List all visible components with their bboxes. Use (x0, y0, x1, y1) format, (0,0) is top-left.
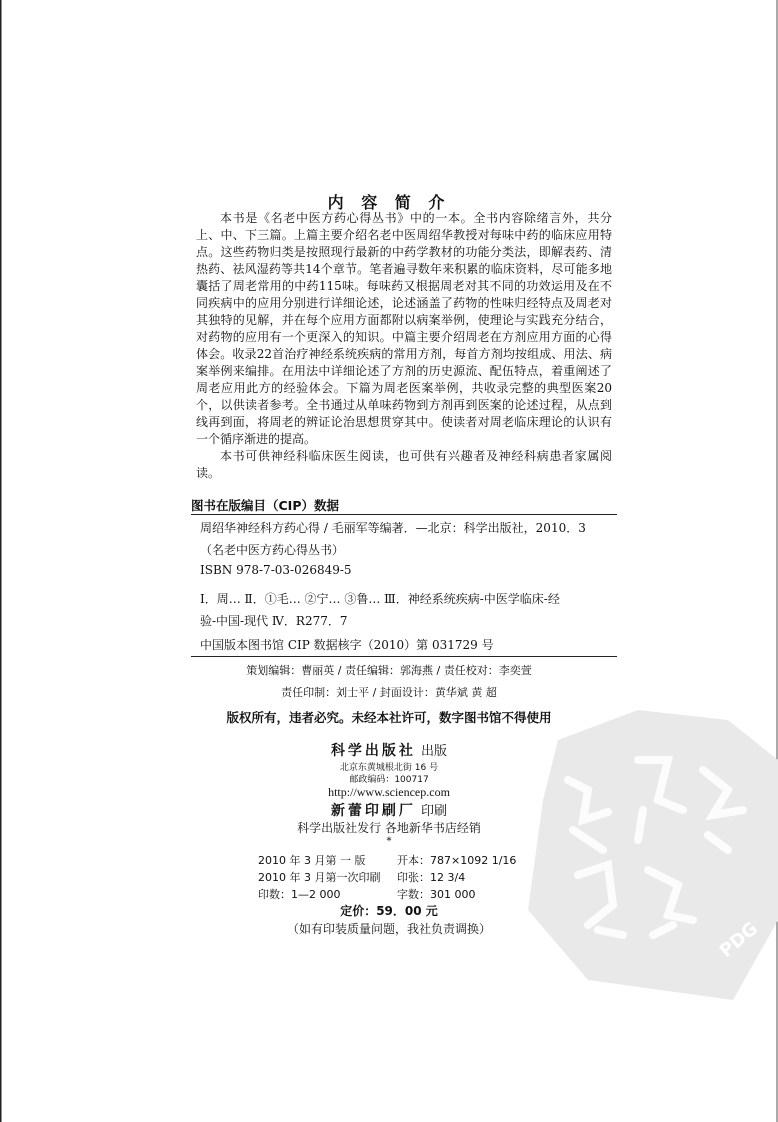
cip-bottom-rule (191, 656, 617, 657)
summary-paragraph-1: 本书是《名老中医方药心得丛书》中的一本。全书内容除绪言外，共分上、中、下三篇。上篇主要介绍名老中医周绍华教授对每味中药的临床应用特点。这些药物归类是按照现行最新的中药学教材的功能分类法，即解表药、清热药、祛风湿药等共14个章节。笔者遍寻数年来积累的临床资料，尽可能多地囊括了周老常用的中药115味。每味药又根据周老对其不同的功效运用及在不同疾病中的应用分别进行详细论述，论述涵盖了药物的性味归经特点及周老对其独特的见解，并在每个应用方面都附以病案举例，使理论与实践充分结合，对药物的应用有一个更深入的知识。中篇主要介绍周老在方剂应用方面的心得体会。收录22首治疗神经系统疾病的常用方剂，每首方剂均按组成、用法、病案举例来编排。在用法中详细论述了方剂的历史源流、配伍特点，着重阐述了周老应用此方的经验体会。下篇为周老医案举例，共收录完整的典型医案20个，以供读者参考。全书通过从单味药物到方剂再到医案的论述过程，从点到线再到面，将周老的辨证论治思想贯穿其中。使读者对周老临床理论的认识有一个循序渐进的提高。 (196, 211, 612, 446)
publisher-suffix: 出版 (421, 744, 448, 759)
copies-info: 印数：1—2 000 (258, 888, 341, 901)
separator-star: * (386, 836, 392, 847)
printing-info: 2010 年 3 月第一次印刷 (258, 871, 381, 884)
publisher-name: 科学出版社 (330, 743, 416, 759)
library-watermark-stamp (528, 700, 778, 1000)
cip-record-line: 周绍华神经科方药心得 / 毛丽军等编著．—北京：科学出版社，2010．3 (200, 521, 586, 535)
summary-paragraph-2: 本书可供神经科临床医生阅读，也可供有兴趣者及神经科病患者家属阅读。 (196, 449, 612, 480)
printing-credit: 责任印制：刘士平 / 封面设计：黄华斌 黄 超 (281, 686, 497, 699)
sheets-info: 印张：12 3/4 (397, 871, 466, 884)
publisher-url: http://www.sciencep.com (328, 785, 450, 799)
cip-isbn-line: ISBN 978-7-03-026849-5 (200, 563, 352, 577)
cip-series-line: （名老中医方药心得丛书） (200, 543, 345, 557)
price: 定价：59．00 元 (340, 904, 438, 918)
copyright-notice: 版权所有，违者必究。未经本社许可，数字图书馆不得使用 (226, 710, 552, 725)
summary-title: 内 容 简 介 (327, 193, 451, 212)
cip-title: 图书在版编目（CIP）数据 (191, 498, 339, 513)
editors-credit: 策划编辑：曹丽英 / 责任编辑：郭海燕 / 责任校对：李奕萱 (246, 664, 532, 677)
summary-body (196, 210, 612, 482)
edition-info: 2010 年 3 月第 一 版 (258, 854, 366, 867)
distribution-line: 科学出版社发行 各地新华书店经销 (297, 821, 481, 835)
cip-subject-line: Ⅰ．周… Ⅱ．①毛… ②宁… ③鲁… Ⅲ．神经系统疾病-中医学临床-经 (200, 592, 560, 606)
printer-suffix: 印刷 (421, 804, 448, 819)
word-count-info: 字数：301 000 (397, 888, 476, 901)
publisher-postcode: 邮政编码：100717 (349, 775, 429, 785)
cip-subject-line-cont: 验-中国-现代 Ⅳ．R277．7 (200, 614, 348, 628)
cip-number-line: 中国版本图书馆 CIP 数据核字（2010）第 031729 号 (200, 638, 494, 652)
publisher-address: 北京东黄城根北街 16 号 (339, 763, 439, 773)
printer-name: 新蕾印刷厂 (330, 803, 416, 819)
watermark-label: PDG (715, 918, 763, 962)
cip-top-rule (191, 514, 617, 515)
quality-notice: （如有印装质量问题，我社负责调换） (286, 922, 491, 936)
format-info: 开本：787×1092 1/16 (397, 854, 517, 867)
